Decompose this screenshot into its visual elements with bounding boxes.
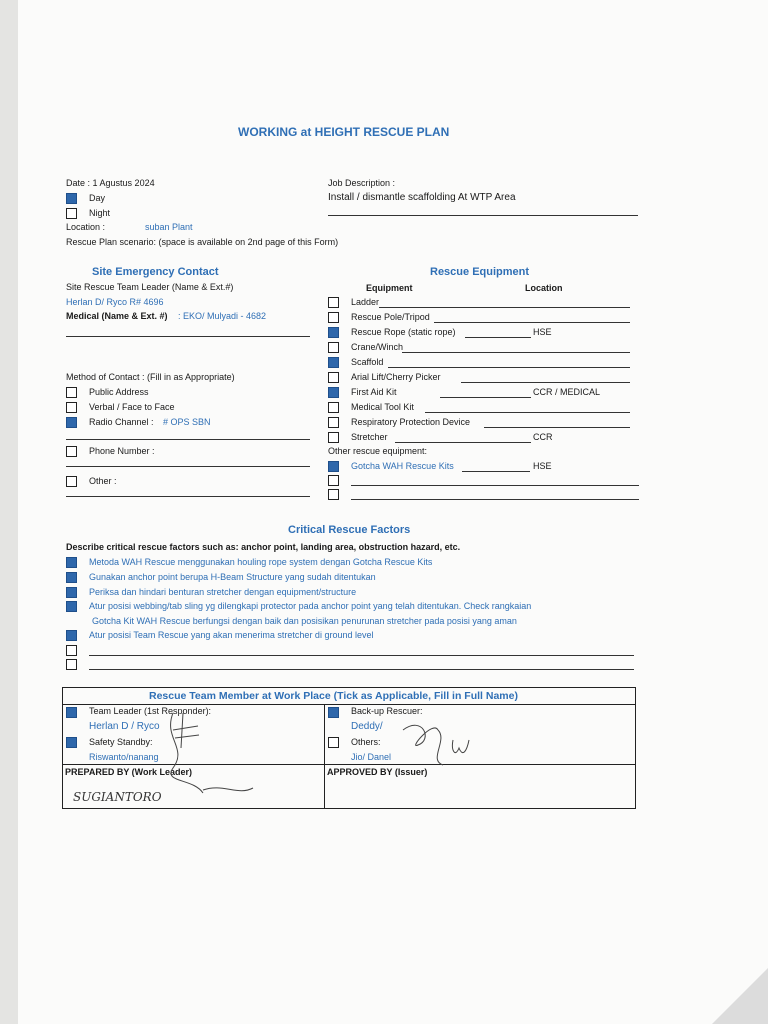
equipment-fill-line <box>402 352 630 353</box>
others-value: Jio/ Danel <box>351 752 392 762</box>
backup-label: Back-up Rescuer: <box>351 706 423 716</box>
contact-line <box>66 496 310 497</box>
date-label: Date : <box>66 178 91 188</box>
rescue-equipment-header: Rescue Equipment <box>430 266 530 278</box>
medical-line <box>66 336 310 337</box>
contact-method-label: Other : <box>89 476 117 486</box>
equipment-label: Scaffold <box>351 357 384 367</box>
factor-checkbox[interactable] <box>66 572 77 583</box>
factor-checkbox[interactable] <box>66 659 77 670</box>
factor-checkbox[interactable] <box>66 557 77 568</box>
team-leader-checkbox[interactable] <box>66 707 77 718</box>
equipment-label: Ladder <box>351 297 380 307</box>
equipment-fill-line <box>434 322 630 323</box>
equipment-label: Respiratory Protection Device <box>351 417 471 427</box>
equipment-checkbox[interactable] <box>328 312 339 323</box>
shift-checkbox[interactable] <box>66 193 77 204</box>
col-location: Location <box>525 283 563 293</box>
approved-label: APPROVED BY (Issuer) <box>327 767 428 777</box>
equipment-label: Crane/Winch <box>351 342 404 352</box>
other-equipment-label: Other rescue equipment: <box>328 446 428 456</box>
contact-method-checkbox[interactable] <box>66 402 77 413</box>
equipment-label: Arial Lift/Cherry Picker <box>351 372 441 382</box>
contact-method-checkbox[interactable] <box>66 417 77 428</box>
equipment-fill-line <box>465 337 531 338</box>
date-value: 1 Agustus 2024 <box>92 178 155 188</box>
other-equipment-checkbox[interactable] <box>328 489 339 500</box>
team-table <box>62 687 636 809</box>
safety-standby-checkbox[interactable] <box>66 737 77 748</box>
other-equipment-checkbox[interactable] <box>328 475 339 486</box>
factor-text: Gunakan anchor point berupa H-Beam Structure yang sudah ditentukan <box>89 572 376 582</box>
others-checkbox[interactable] <box>328 737 339 748</box>
page-fold-corner <box>712 968 768 1024</box>
equipment-fill-line <box>461 382 630 383</box>
contact-method-checkbox[interactable] <box>66 446 77 457</box>
equipment-fill-line <box>484 427 630 428</box>
equipment-location: CCR / MEDICAL <box>533 387 601 397</box>
contact-method-label: Radio Channel : <box>89 417 154 427</box>
factor-checkbox[interactable] <box>66 645 77 656</box>
contact-line <box>66 439 310 440</box>
equipment-checkbox[interactable] <box>328 402 339 413</box>
team-leader-value: Herlan D / Ryco <box>89 721 160 732</box>
equipment-label: Rescue Rope (static rope) <box>351 327 456 337</box>
location-value: suban Plant <box>145 222 193 232</box>
backup-checkbox[interactable] <box>328 707 339 718</box>
equipment-fill-line <box>440 397 531 398</box>
equipment-label: First Aid Kit <box>351 387 397 397</box>
job-description-value: Install / dismantle scaffolding At WTP Area <box>328 192 516 203</box>
equipment-fill-line <box>425 412 630 413</box>
equipment-checkbox[interactable] <box>328 327 339 338</box>
safety-standby-label: Safety Standby: <box>89 737 153 747</box>
factor-checkbox[interactable] <box>66 587 77 598</box>
site-emergency-header: Site Emergency Contact <box>92 266 219 278</box>
backup-signature-scribble <box>393 710 513 770</box>
leader-label: Site Rescue Team Leader (Name & Ext.#) <box>66 282 234 292</box>
equipment-checkbox[interactable] <box>328 432 339 443</box>
equipment-label: Rescue Pole/Tripod <box>351 312 430 322</box>
equipment-location: HSE <box>533 327 552 337</box>
method-label: Method of Contact : (Fill in as Appropriate) <box>66 372 235 382</box>
equipment-label: Stretcher <box>351 432 388 442</box>
others-label: Others: <box>351 737 381 747</box>
equipment-checkbox[interactable] <box>328 372 339 383</box>
factor-checkbox[interactable] <box>66 601 77 612</box>
prepared-signature: SUGIANTORO <box>73 790 162 804</box>
medical-value: : EKO/ Mulyadi - 4682 <box>178 311 267 321</box>
team-leader-label: Team Leader (1st Responder): <box>89 706 212 716</box>
equipment-fill-line <box>395 442 531 443</box>
equipment-checkbox[interactable] <box>328 357 339 368</box>
contact-method-label: Verbal / Face to Face <box>89 402 175 412</box>
factor-text-continued: Gotcha Kit WAH Rescue berfungsi dengan baik dan posisikan penurunan stretcher pada posisi yang aman <box>92 616 517 626</box>
equipment-label: Medical Tool Kit <box>351 402 414 412</box>
contact-method-checkbox[interactable] <box>66 387 77 398</box>
other-equipment-line <box>351 485 639 486</box>
factor-blank-line <box>89 669 634 670</box>
factor-text: Metoda WAH Rescue menggunakan houling rope system dengan Gotcha Rescue Kits <box>89 557 433 567</box>
equipment-fill-line <box>388 367 630 368</box>
factor-text: Periksa dan hindari benturan stretcher dengan equipment/structure <box>89 587 357 597</box>
job-description-label: Job Description : <box>328 178 396 188</box>
contact-method-label: Public Address <box>89 387 149 397</box>
contact-method-value: # OPS SBN <box>163 417 211 427</box>
location-label: Location : <box>66 222 106 232</box>
leader-value: Herlan D/ Ryco R# 4696 <box>66 297 164 307</box>
other-equipment-checkbox[interactable] <box>328 461 339 472</box>
other-equipment-line <box>351 499 639 500</box>
scenario-text: Rescue Plan scenario: (space is available on 2nd page of this Form) <box>66 237 339 247</box>
shift-label: Day <box>89 193 106 203</box>
safety-standby-value: Riswanto/nanang <box>89 752 159 762</box>
other-equipment-line <box>462 471 530 472</box>
form-page <box>18 0 768 1024</box>
other-equipment-label: Gotcha WAH Rescue Kits <box>351 461 454 471</box>
equipment-checkbox[interactable] <box>328 342 339 353</box>
shift-checkbox[interactable] <box>66 208 77 219</box>
equipment-fill-line <box>379 307 630 308</box>
date-field <box>66 178 155 188</box>
medical-label: Medical (Name & Ext. #) <box>66 311 168 321</box>
factor-text: Atur posisi Team Rescue yang akan menerima stretcher di ground level <box>89 630 374 640</box>
other-equipment-location: HSE <box>533 461 552 471</box>
team-header: Rescue Team Member at Work Place (Tick as Applicable, Fill in Full Name) <box>149 690 518 702</box>
shift-label: Night <box>89 208 111 218</box>
job-description-line <box>328 215 638 216</box>
contact-method-label: Phone Number : <box>89 446 155 456</box>
col-equipment: Equipment <box>366 283 413 293</box>
factor-checkbox[interactable] <box>66 630 77 641</box>
equipment-location: CCR <box>533 432 553 442</box>
backup-value: Deddy/ <box>351 721 383 732</box>
contact-method-checkbox[interactable] <box>66 476 77 487</box>
prepared-label: PREPARED BY (Work Leader) <box>65 767 193 777</box>
critical-factors-header: Critical Rescue Factors <box>288 524 411 536</box>
factor-blank-line <box>89 655 634 656</box>
signature-scribble <box>143 708 303 808</box>
equipment-checkbox[interactable] <box>328 387 339 398</box>
critical-instruction: Describe critical rescue factors such as: anchor point, landing area, obstruction hazard, etc. <box>66 542 461 552</box>
equipment-checkbox[interactable] <box>328 417 339 428</box>
equipment-checkbox[interactable] <box>328 297 339 308</box>
document-title: WORKING at HEIGHT RESCUE PLAN <box>238 125 450 139</box>
contact-line <box>66 466 310 467</box>
factor-text: Atur posisi webbing/tab sling yg dilengkapi protector pada anchor point yang telah ditentukan. Check rangkaian <box>89 601 532 611</box>
